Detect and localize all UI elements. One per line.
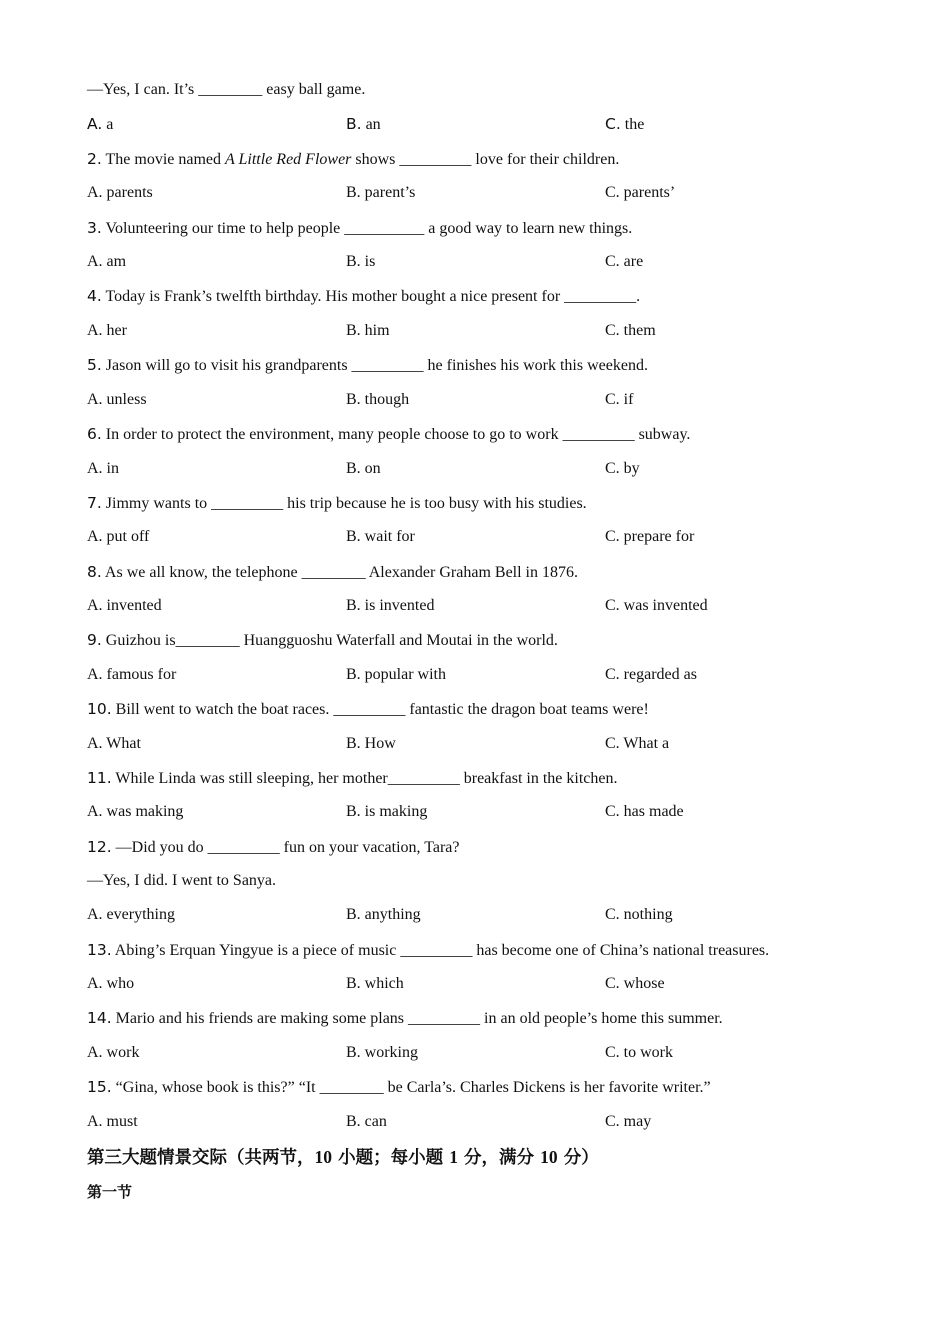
q15-option-c[interactable]: C. may xyxy=(605,1113,652,1130)
q7-option-a[interactable]: A. put off xyxy=(87,528,150,545)
q12-option-b[interactable]: B. anything xyxy=(346,906,421,923)
q14-number: 14. xyxy=(87,1009,112,1027)
q3-number: 3. xyxy=(87,219,102,237)
section-heading-part4: 分） xyxy=(557,1148,599,1168)
q8-stem xyxy=(87,562,578,583)
q10-stem xyxy=(87,699,649,720)
q3-option-c[interactable]: C. are xyxy=(605,253,644,270)
q11-stem xyxy=(87,768,617,789)
q5-stem xyxy=(87,355,648,376)
q6-text: In order to protect the environment, many people choose to go to work _________ subway. xyxy=(105,426,691,443)
q15-option-b[interactable]: B. can xyxy=(346,1113,387,1130)
q3-stem xyxy=(87,218,632,239)
q6-number: 6. xyxy=(87,425,102,443)
q4-option-a[interactable]: A. her xyxy=(87,322,127,339)
q15-number: 15. xyxy=(87,1078,112,1096)
q12-number: 12. xyxy=(87,838,112,856)
q12-dialogue-reply: —Yes, I did. I went to Sanya. xyxy=(87,872,277,889)
q10-option-b[interactable]: B. How xyxy=(346,735,396,752)
q2-option-a[interactable]: A. parents xyxy=(87,184,153,201)
q11-option-b[interactable]: B. is making xyxy=(346,803,428,820)
section-subheading: 第一节 xyxy=(87,1183,133,1201)
q1-option-a[interactable] xyxy=(87,114,113,135)
q13-option-a[interactable]: A. who xyxy=(87,975,135,992)
q7-option-c[interactable]: C. prepare for xyxy=(605,528,695,545)
section-heading-num1: 10 xyxy=(314,1147,332,1167)
q15-option-a[interactable]: A. must xyxy=(87,1113,138,1130)
q7-number: 7. xyxy=(87,494,102,512)
q9-option-c[interactable]: C. regarded as xyxy=(605,666,697,683)
q8-option-c[interactable]: C. was invented xyxy=(605,597,708,614)
q14-stem xyxy=(87,1008,723,1029)
q2-text-italic: A Little Red Flower xyxy=(225,151,352,168)
q8-option-b[interactable]: B. is invented xyxy=(346,597,435,614)
q1-option-b-letter: B. xyxy=(346,115,362,133)
q13-text: Abing’s Erquan Yingyue is a piece of music _________ has become one of China’s national treasures. xyxy=(114,942,770,959)
q4-stem xyxy=(87,286,640,307)
q12-text: —Did you do _________ fun on your vacation, Tara? xyxy=(115,839,460,856)
q5-option-c[interactable]: C. if xyxy=(605,391,634,408)
q11-option-c[interactable]: C. has made xyxy=(605,803,684,820)
q15-stem xyxy=(87,1077,711,1098)
q14-option-a[interactable]: A. work xyxy=(87,1044,140,1061)
q14-option-b[interactable]: B. working xyxy=(346,1044,418,1061)
q10-number: 10. xyxy=(87,700,112,718)
q8-text: As we all know, the telephone ________ Alexander Graham Bell in 1876. xyxy=(104,564,578,581)
q2-text-post: shows _________ love for their children. xyxy=(351,151,620,168)
section-heading xyxy=(87,1146,599,1169)
q5-option-b[interactable]: B. though xyxy=(346,391,410,408)
q11-option-a[interactable]: A. was making xyxy=(87,803,184,820)
q10-option-c[interactable]: C. What a xyxy=(605,735,670,752)
q13-number: 13. xyxy=(87,941,112,959)
q1-option-b[interactable] xyxy=(346,114,381,135)
q2-option-c[interactable]: C. parents’ xyxy=(605,184,676,201)
q8-option-a[interactable]: A. invented xyxy=(87,597,162,614)
q1-option-a-letter: A. xyxy=(87,115,103,133)
q9-text: Guizhou is________ Huangguoshu Waterfall and Moutai in the world. xyxy=(105,632,558,649)
q11-text: While Linda was still sleeping, her mother_________ breakfast in the kitchen. xyxy=(115,770,618,787)
q3-text: Volunteering our time to help people __________ a good way to learn new things. xyxy=(105,220,633,237)
q13-stem xyxy=(87,940,769,961)
q9-option-a[interactable]: A. famous for xyxy=(87,666,177,683)
q4-number: 4. xyxy=(87,287,102,305)
q1-option-c-letter: C. xyxy=(605,115,621,133)
section-heading-part3: 分，满分 xyxy=(457,1148,541,1168)
q7-stem xyxy=(87,493,587,514)
q5-number: 5. xyxy=(87,356,102,374)
q2-text-pre: The movie named xyxy=(105,151,226,168)
q9-number: 9. xyxy=(87,631,102,649)
q12-option-c[interactable]: C. nothing xyxy=(605,906,673,923)
q6-option-c[interactable]: C. by xyxy=(605,460,640,477)
q7-option-b[interactable]: B. wait for xyxy=(346,528,415,545)
section-heading-part1: 第三大题情景交际（共两节， xyxy=(87,1148,315,1168)
q9-stem xyxy=(87,630,558,651)
q4-option-c[interactable]: C. them xyxy=(605,322,656,339)
q1-dialogue-line: —Yes, I can. It’s ________ easy ball game. xyxy=(87,81,366,98)
q2-number: 2. xyxy=(87,150,102,168)
q14-option-c[interactable]: C. to work xyxy=(605,1044,673,1061)
q10-option-a[interactable]: A. What xyxy=(87,735,141,752)
q11-number: 11. xyxy=(87,769,112,787)
q3-option-a[interactable]: A. am xyxy=(87,253,127,270)
section-heading-part2: 小题；每小题 xyxy=(332,1148,450,1168)
q7-text: Jimmy wants to _________ his trip because he is too busy with his studies. xyxy=(105,495,587,512)
q4-option-b[interactable]: B. him xyxy=(346,322,390,339)
q6-stem xyxy=(87,424,690,445)
section-heading-num3: 10 xyxy=(540,1147,558,1167)
q14-text: Mario and his friends are making some plans _________ in an old people’s home this summer. xyxy=(115,1010,723,1027)
q9-option-b[interactable]: B. popular with xyxy=(346,666,446,683)
q6-option-b[interactable]: B. on xyxy=(346,460,381,477)
q10-text: Bill went to watch the boat races. _________ fantastic the dragon boat teams were! xyxy=(115,701,649,718)
q5-text: Jason will go to visit his grandparents _________ he finishes his work this weekend. xyxy=(105,357,648,374)
q1-option-a-text: a xyxy=(106,116,114,133)
q4-text: Today is Frank’s twelfth birthday. His mother bought a nice present for _________. xyxy=(105,288,641,305)
q1-option-b-text: an xyxy=(365,116,381,133)
q13-option-b[interactable]: B. which xyxy=(346,975,404,992)
q1-option-c-text: the xyxy=(624,116,645,133)
q13-option-c[interactable]: C. whose xyxy=(605,975,665,992)
q12-stem xyxy=(87,837,460,858)
q6-option-a[interactable]: A. in xyxy=(87,460,119,477)
q2-option-b[interactable]: B. parent’s xyxy=(346,184,416,201)
q2-stem xyxy=(87,149,619,170)
q3-option-b[interactable]: B. is xyxy=(346,253,376,270)
q1-option-c[interactable] xyxy=(605,114,644,135)
q12-option-a[interactable]: A. everything xyxy=(87,906,175,923)
q5-option-a[interactable]: A. unless xyxy=(87,391,147,408)
q8-number: 8. xyxy=(87,563,102,581)
section-heading-num2: 1 xyxy=(449,1147,458,1167)
q15-text: “Gina, whose book is this?” “It ________ be Carla’s. Charles Dickens is her favorite writer.” xyxy=(115,1079,711,1096)
